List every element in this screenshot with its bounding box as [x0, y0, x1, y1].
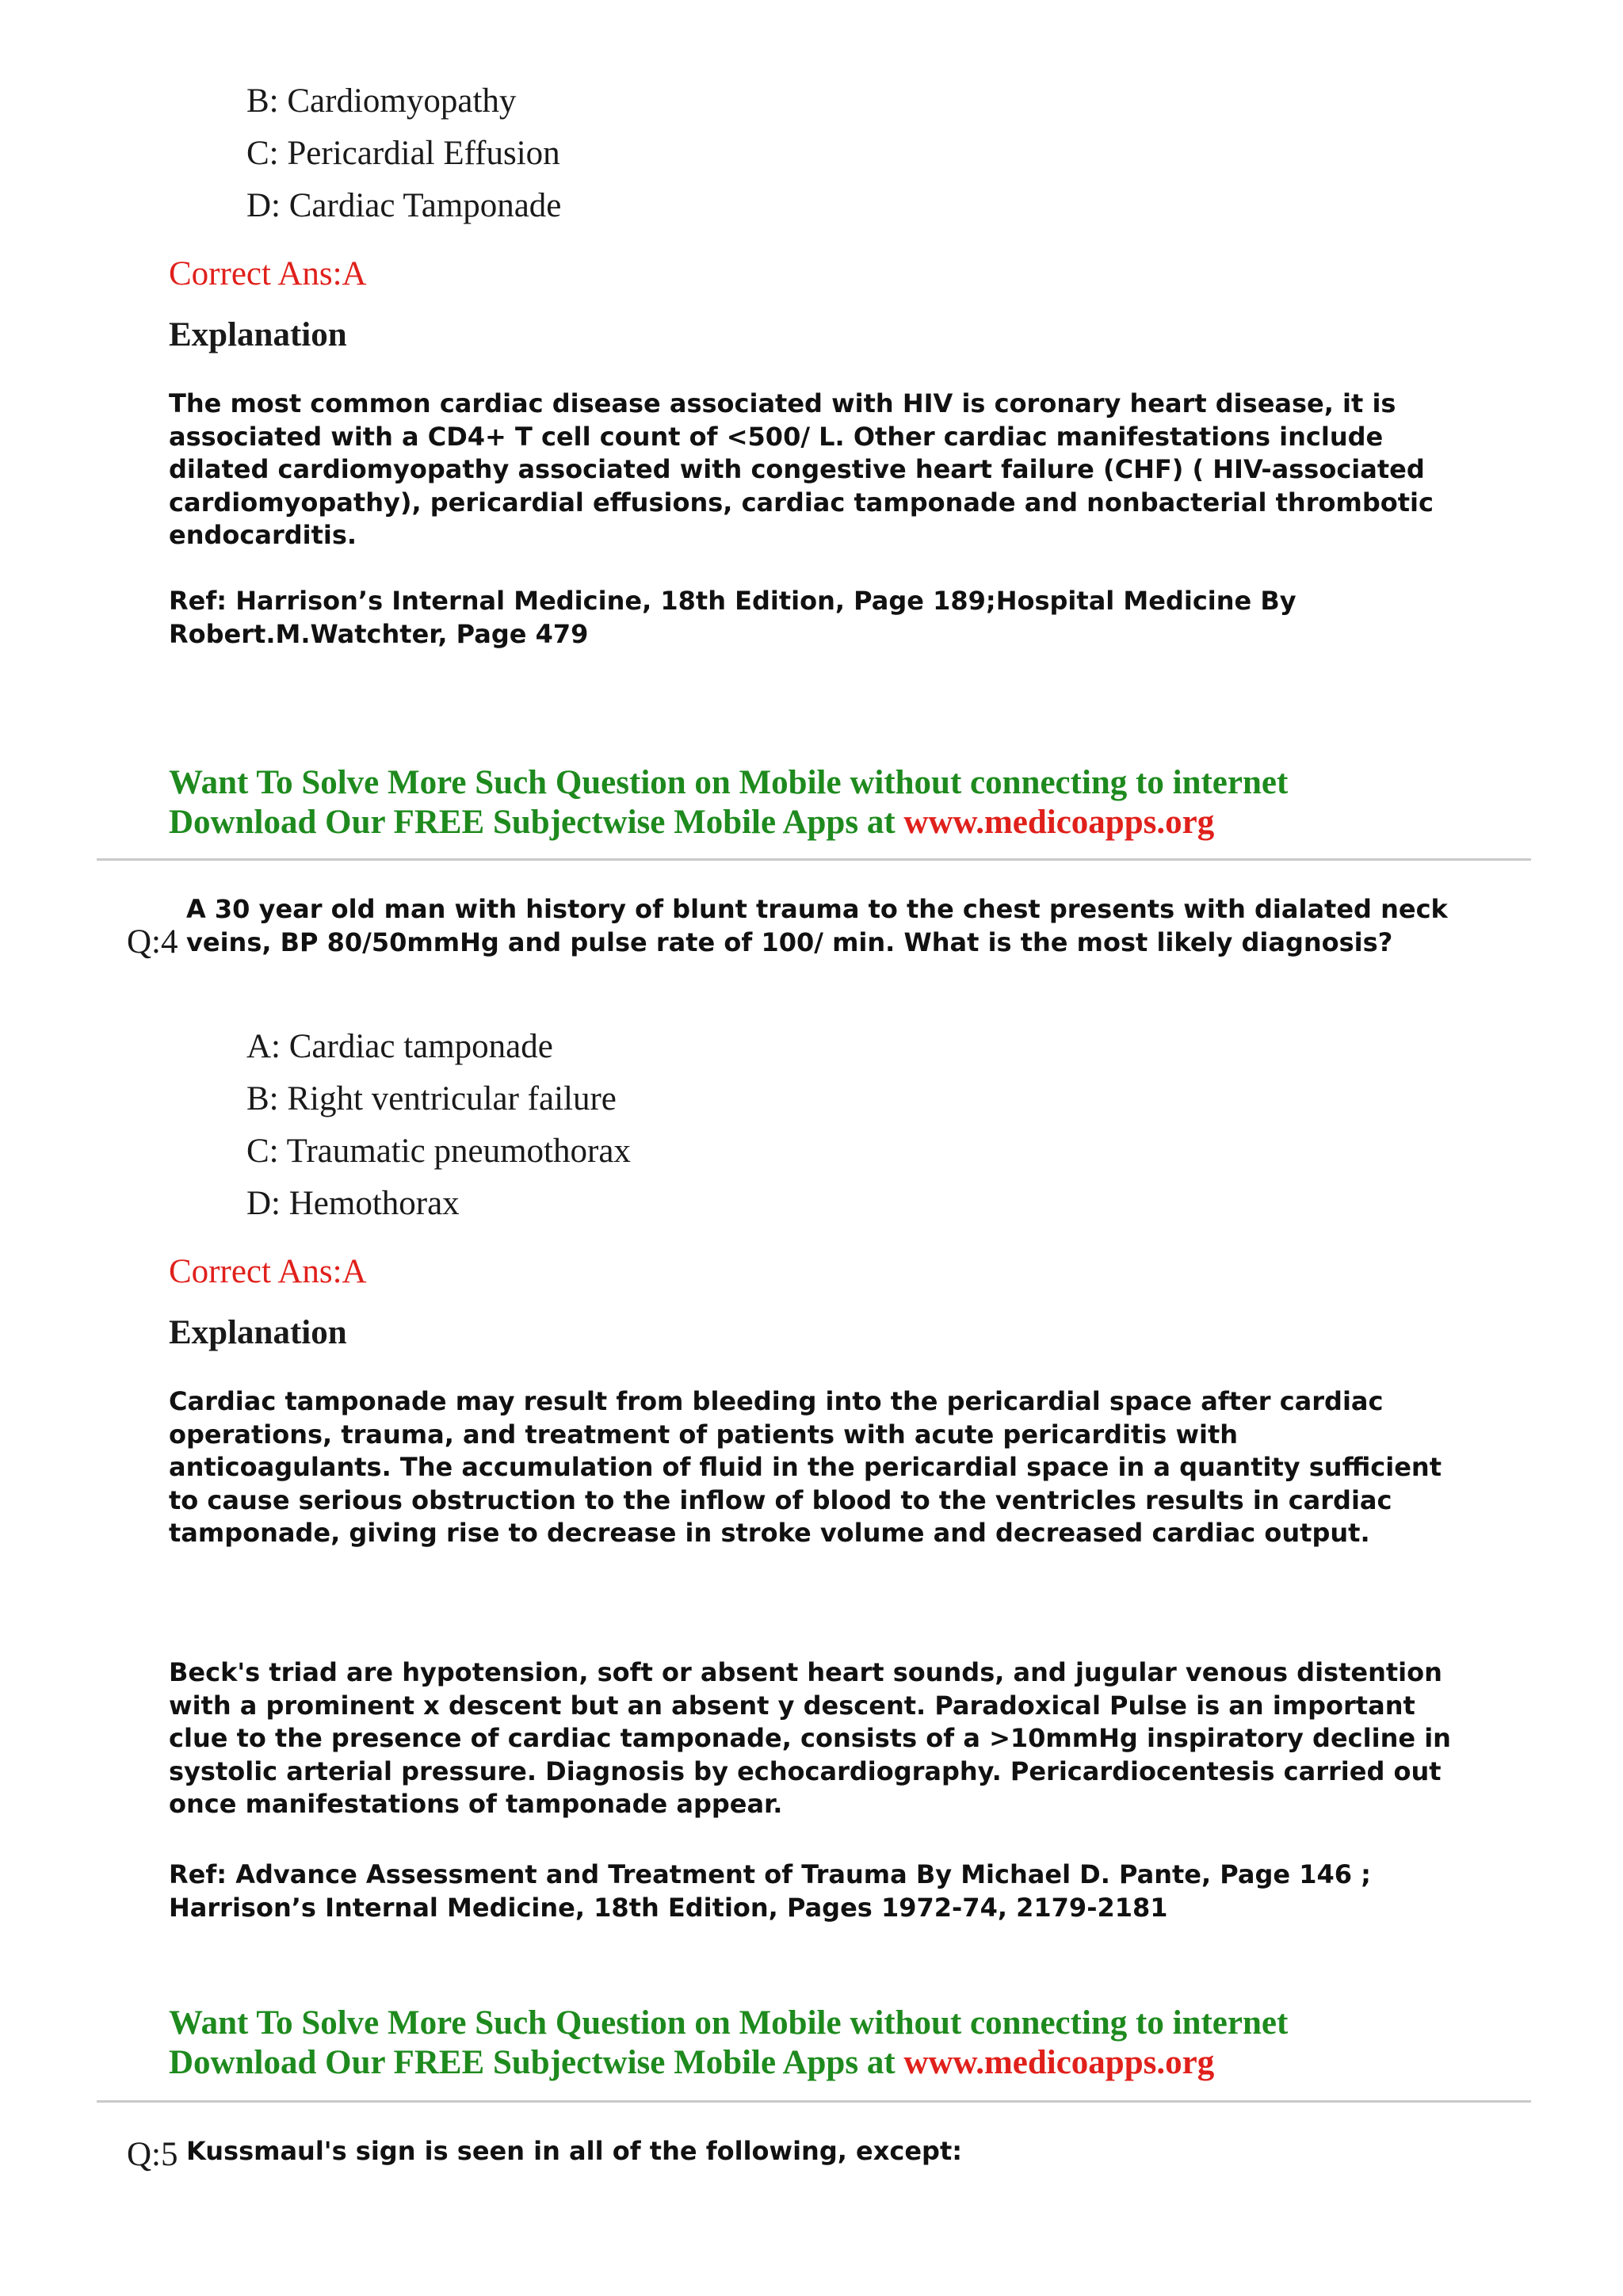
q3-correct-answer: Correct Ans:A	[169, 255, 367, 292]
promo-line-2	[169, 803, 1288, 842]
q3-reference-text: Ref: Harrison’s Internal Medicine, 18th Edition, Page 189;Hospital Medicine By Robert.M.Watchter, Page 479	[169, 586, 1296, 649]
q4-option-a: A: Cardiac tamponade	[246, 1028, 553, 1065]
promo-url-link[interactable]: www.medicoapps.org	[903, 804, 1215, 841]
q4-reference	[169, 1859, 1468, 1924]
divider-rule	[97, 2100, 1531, 2103]
promo-line-1: Want To Solve More Such Question on Mobile without connecting to internet	[169, 764, 1289, 801]
q4-explanation-text-2	[169, 1656, 1468, 1821]
q4-option-d: D: Hemothorax	[246, 1185, 460, 1222]
promo-line-2-prefix: Download Our FREE Subjectwise Mobile Apps at	[169, 2044, 904, 2081]
q5-number: Q:5	[127, 2136, 178, 2173]
q4-explanation-paragraph-2: Beck's triad are hypotension, soft or absent heart sounds, and jugular venous distention with a prominent x descent but an absent y descent. Paradoxical Pulse is an important clue to the presence of cardiac tamponade, consists of a >10mmHg inspiratory decline in systolic arterial pressure. Diagnosis by echocardiography. Pericardiocentesis carried out once manifestations of tamponade appear.	[169, 1657, 1451, 1819]
q4-correct-answer: Correct Ans:A	[169, 1253, 367, 1290]
promo-line-1: Want To Solve More Such Question on Mobile without connecting to internet	[169, 2004, 1289, 2042]
q4-explanation-heading: Explanation	[169, 1314, 347, 1351]
promo-block-1	[169, 763, 1288, 842]
q4-option-c: C: Traumatic pneumothorax	[246, 1133, 631, 1170]
q5-question-text: Kussmaul's sign is seen in all of the following, except:	[186, 2136, 963, 2166]
q3-option-c: C: Pericardial Effusion	[246, 135, 560, 172]
q3-reference	[169, 585, 1468, 651]
promo-url-link[interactable]: www.medicoapps.org	[903, 2044, 1215, 2081]
promo-line-2-prefix: Download Our FREE Subjectwise Mobile Apps at	[169, 804, 904, 841]
q4-number: Q:4	[127, 923, 178, 961]
q4-explanation-paragraph-1: Cardiac tamponade may result from bleeding into the pericardial space after cardiac operations, trauma, and treatment of patients with acute pericarditis with anticoagulants. The accumulation of fluid in the pericardial space in a quantity sufficient to cause serious obstruction to the inflow of blood to the ventricles results in cardiac tamponade, giving rise to decrease in stroke volume and decreased cardiac output.	[169, 1386, 1442, 1548]
q3-explanation-paragraph: The most common cardiac disease associated with HIV is coronary heart disease, it is associated with a CD4+ T cell count of <500/ L. Other cardiac manifestations include dilated cardiomyopathy associated with congestive heart failure (CHF) ( HIV-associated cardiomyopathy), pericardial effusions, cardiac tamponade and nonbacterial thrombotic endocarditis.	[169, 388, 1434, 550]
q4-explanation-text-1	[169, 1385, 1468, 1550]
q4-option-b: B: Right ventricular failure	[246, 1080, 617, 1117]
q3-explanation-heading: Explanation	[169, 316, 347, 353]
promo-block-2	[169, 2004, 1288, 2083]
q3-option-b: B: Cardiomyopathy	[246, 82, 517, 120]
q4-question-text: A 30 year old man with history of blunt trauma to the chest presents with dialated neck veins, BP 80/50mmHg and pulse rate of 100/ min. What is the most likely diagnosis?	[186, 894, 1448, 957]
promo-line-2	[169, 2043, 1288, 2083]
divider-rule	[97, 858, 1531, 861]
q3-explanation-text	[169, 388, 1468, 552]
q4-reference-text: Ref: Advance Assessment and Treatment of Trauma By Michael D. Pante, Page 146 ; Harrison’s Internal Medicine, 18th Edition, Pages 1972-74, 2179-2181	[169, 1859, 1371, 1923]
q3-option-d: D: Cardiac Tamponade	[246, 187, 562, 224]
